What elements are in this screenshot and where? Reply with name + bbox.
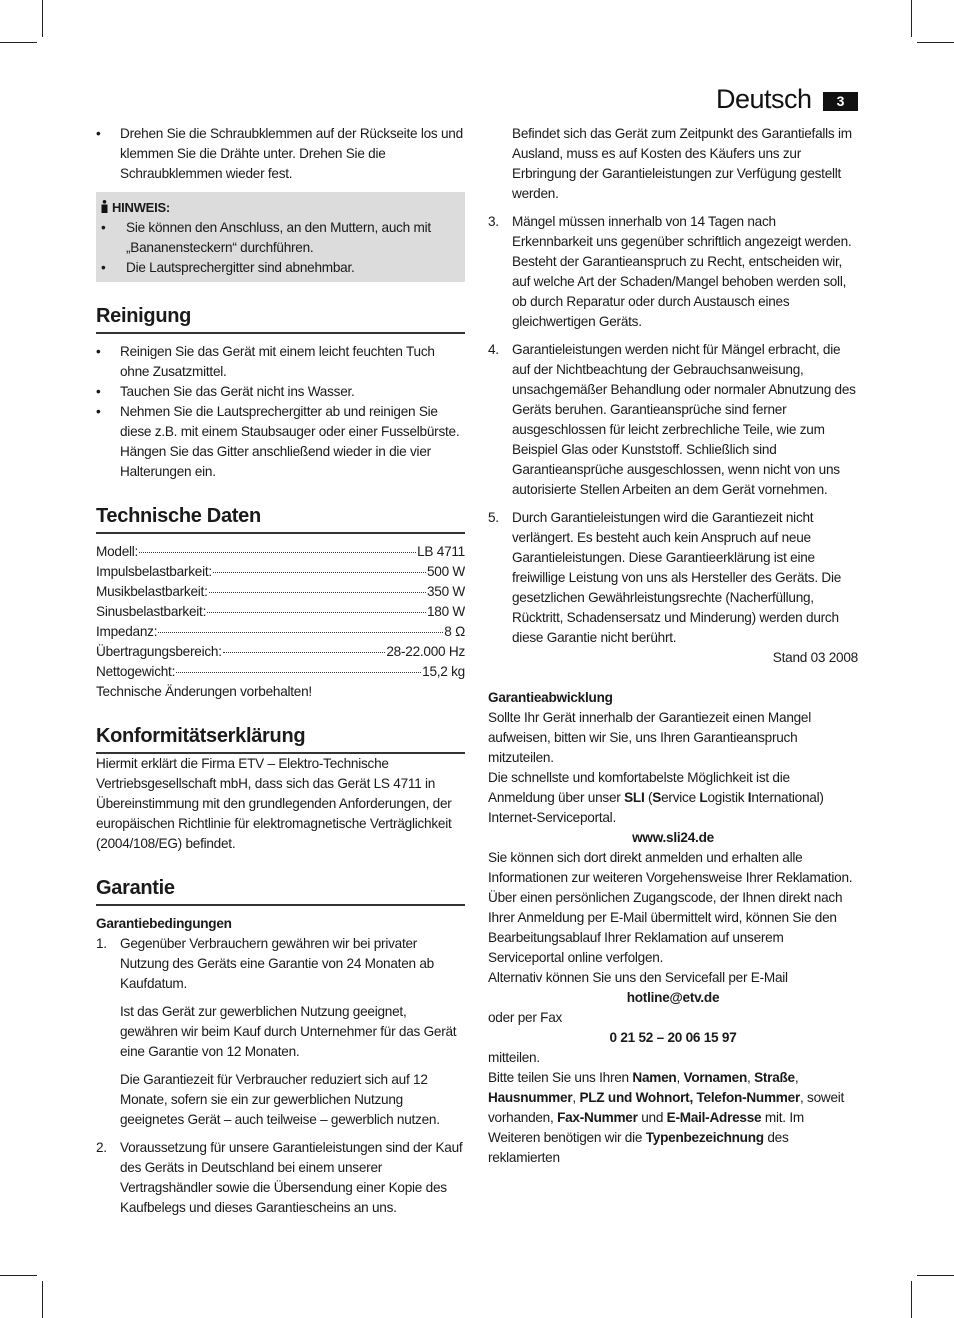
- paragraph: Alternativ können Sie uns den Servicefall per E-Mail: [488, 970, 788, 985]
- paragraph: Ist das Gerät zur gewerblichen Nutzung geeignet, gewähren wir beim Kauf durch Unternehmer für das Gerät eine Garantie von 12 Monaten.: [120, 1004, 457, 1059]
- numbered-item: [488, 508, 858, 648]
- paragraph: Bitte teilen Sie uns Ihren Namen, Vornamen, Straße, Hausnummer, PLZ und Wohnort, Telefon-Nummer, soweit vorhanden, Fax-Nummer und E-Mail-Adresse mit. Im Weiteren benötigen wir die Typenbezeichnung des reklamierten: [488, 1070, 845, 1165]
- crop-mark: [0, 1275, 37, 1276]
- spec-label: Musikbelastbarkeit:: [96, 584, 208, 599]
- conformity-section: [96, 726, 465, 854]
- hint-title: [100, 198, 461, 218]
- paragraph: Sie können sich dort direkt anmelden und erhalten alle Informationen zur weiteren Vorgehensweise Ihrer Reklamation.: [488, 850, 853, 885]
- language-title: Deutsch: [716, 84, 812, 114]
- item-number: 4.: [488, 342, 499, 357]
- item-number: 2.: [96, 1140, 107, 1155]
- crop-mark: [42, 0, 43, 37]
- cleaning-section: [96, 306, 465, 482]
- hint-title-text: HINWEIS:: [112, 200, 170, 215]
- crop-mark: [917, 42, 954, 43]
- processing-title: Garantieabwicklung: [488, 690, 613, 705]
- spec-row: [96, 622, 465, 642]
- spec-value: LB 4711: [417, 544, 465, 559]
- crop-mark: [911, 0, 912, 37]
- paragraph: Voraussetzung für unsere Garantieleistungen sind der Kauf des Geräts in Deutschland bei einem unserer Vertragshändler sowie die Übersendung einer Kopie des Kaufbelegs und dieses Garantiescheins an uns.: [120, 1140, 463, 1215]
- paragraph: Garantieleistungen werden nicht für Mängel erbracht, die auf der Nichtbeachtung der Gebrauchsanweisung, unsachgemäßer Behandlung oder normaler Abnutzung des Geräts beruhen. Garantieansprüche sind ferner ausgeschlossen für leicht zerbrechliche Teile, wie zum Beispiel Glas oder Kunststoff. Schließlich sind Garantieansprüche ausgeschlossen, wenn nicht von uns autorisierte Stellen Arbeiten an dem Gerät vornehmen.: [512, 342, 856, 497]
- section-title: Reinigung: [96, 306, 465, 334]
- list-item: • Die Lautsprechergitter sind abnehmbar.: [101, 258, 461, 278]
- warranty-section: [96, 878, 465, 1218]
- spec-row: [96, 542, 465, 562]
- paragraph: mitteilen.: [488, 1050, 540, 1065]
- numbered-item: [488, 212, 858, 332]
- specs-note: Technische Änderungen vorbehalten!: [96, 684, 312, 699]
- spec-value: 28-22.000 Hz: [386, 644, 465, 659]
- spec-label: Sinusbelastbarkeit:: [96, 604, 207, 619]
- item-number: 1.: [96, 936, 107, 951]
- hint-box: [96, 192, 465, 282]
- warranty-subtitle: Garantiebedingungen: [96, 916, 232, 931]
- spec-value: 350 W: [426, 584, 465, 599]
- spec-row: [96, 562, 465, 582]
- cleaning-list: [96, 342, 465, 482]
- crop-mark: [42, 1281, 43, 1318]
- stand-date: Stand 03 2008: [772, 650, 858, 665]
- numbered-item: [488, 340, 858, 500]
- specs-table: [96, 542, 465, 682]
- list-item: • Reinigen Sie das Gerät mit einem leicht feuchten Tuch ohne Zusatzmittel.: [96, 342, 465, 382]
- numbered-item: [96, 934, 465, 1130]
- paragraph: Über einen persönlichen Zugangscode, der Ihnen direkt nach Ihrer Anmeldung per E-Mail übermittelt wird, können Sie den Bearbeitungsablauf Ihrer Reklamation auf unserem Serviceportal online verfolgen.: [488, 890, 843, 965]
- section-title: Technische Daten: [96, 506, 465, 534]
- list-item: • Nehmen Sie die Lautsprechergitter ab und reinigen Sie diese z.B. mit einem Staubsauger oder einer Fusselbürste. Hängen Sie das Gitter anschließend wieder in die vier Halterungen ein.: [96, 402, 465, 482]
- spec-row: [96, 582, 465, 602]
- paragraph: Durch Garantieleistungen wird die Garantiezeit nicht verlängert. Es besteht auch kein Anspruch auf neue Garantieleistungen. Diese Garantieerklärung ist eine freiwillige Leistung von uns als Hersteller des Geräts. Die gesetzlichen Gewährleistungsrechte (Nacherfüllung, Rücktritt, Schadensersatz und Minderung) werden durch diese Garantie nicht berührt.: [512, 510, 842, 645]
- spec-value: 8 Ω: [444, 624, 465, 639]
- spec-value: 500 W: [426, 564, 465, 579]
- crop-mark: [0, 42, 37, 43]
- service-fax: 0 21 52 – 20 06 15 97: [609, 1030, 737, 1045]
- list-item: • Sie können den Anschluss, an den Muttern, auch mit „Bananensteckern“ durchführen.: [101, 218, 461, 258]
- spec-label: Modell:: [96, 544, 139, 559]
- paragraph: Mängel müssen innerhalb von 14 Tagen nach Erkennbarkeit uns gegenüber schriftlich angezeigt werden. Besteht der Garantieanspruch zu Recht, entscheiden wir, auf welche Art der Schaden/Mangel behoben werden soll, ob durch Reparatur oder durch Austausch eines gleichwertigen Geräts.: [512, 214, 852, 329]
- crop-mark: [911, 1281, 912, 1318]
- spec-row: [96, 662, 465, 682]
- spec-label: Übertragungsbereich:: [96, 644, 222, 659]
- spec-label: Nettogewicht:: [96, 664, 176, 679]
- processing-section: [488, 688, 858, 1168]
- spec-value: 180 W: [426, 604, 465, 619]
- spec-row: [96, 642, 465, 662]
- right-column: [488, 124, 858, 1168]
- numbered-item-continued: [488, 124, 858, 204]
- service-url: www.sli24.de: [632, 830, 714, 845]
- item-number: 5.: [488, 510, 499, 525]
- spec-label: Impulsbelastbarkeit:: [96, 564, 212, 579]
- spec-row: [96, 602, 465, 622]
- specs-section: [96, 506, 465, 702]
- paragraph: oder per Fax: [488, 1010, 563, 1025]
- section-title: Garantie: [96, 878, 465, 906]
- paragraph: Befindet sich das Gerät zum Zeitpunkt des Garantiefalls im Ausland, muss es auf Kosten des Käufers uns zur Erbringung der Garantieleistungen zur Verfügung gestellt werden.: [512, 126, 852, 201]
- list-item: • Tauchen Sie das Gerät nicht ins Wasser.: [96, 382, 465, 402]
- conformity-text: Hiermit erklärt die Firma ETV – Elektro-Technische Vertriebsgesellschaft mbH, dass sich das Gerät LS 4711 in Übereinstimmung mit den grundlegenden Anforderungen, der europäischen Richtlinie für elektromagnetische Verträglichkeit (2004/108/EG) befindet.: [96, 756, 452, 851]
- item-number: 3.: [488, 214, 499, 229]
- list-item: • Drehen Sie die Schraubklemmen auf der Rückseite los und klemmen Sie die Drähte unter. Drehen Sie die Schraubklemmen wieder fest.: [96, 124, 465, 184]
- paragraph: Gegenüber Verbrauchern gewähren wir bei privater Nutzung des Geräts eine Garantie von 24 Monaten ab Kaufdatum.: [120, 936, 434, 991]
- spec-value: 15,2 kg: [422, 664, 465, 679]
- paragraph: Sollte Ihr Gerät innerhalb der Garantiezeit einen Mangel aufweisen, bitten wir Sie, uns Ihren Garantieanspruch mitzuteilen.: [488, 710, 812, 765]
- info-icon: [100, 200, 109, 213]
- spec-label: Impedanz:: [96, 624, 158, 639]
- section-title: Konformitätserklärung: [96, 726, 465, 754]
- paragraph: Die schnellste und komfortabelste Möglichkeit ist die Anmeldung über unser SLI (Service Logistik International) Internet-Serviceportal.: [488, 770, 824, 825]
- numbered-item: [96, 1138, 465, 1218]
- left-column: [96, 124, 465, 1218]
- paragraph: Die Garantiezeit für Verbraucher reduziert sich auf 12 Monate, sofern sie ein zur gewerblichen Nutzung geeignetes Gerät – auch teilweise – gewerblich nutzen.: [120, 1072, 440, 1127]
- crop-mark: [917, 1275, 954, 1276]
- service-email: hotline@etv.de: [626, 990, 720, 1005]
- page-number: 3: [823, 92, 858, 111]
